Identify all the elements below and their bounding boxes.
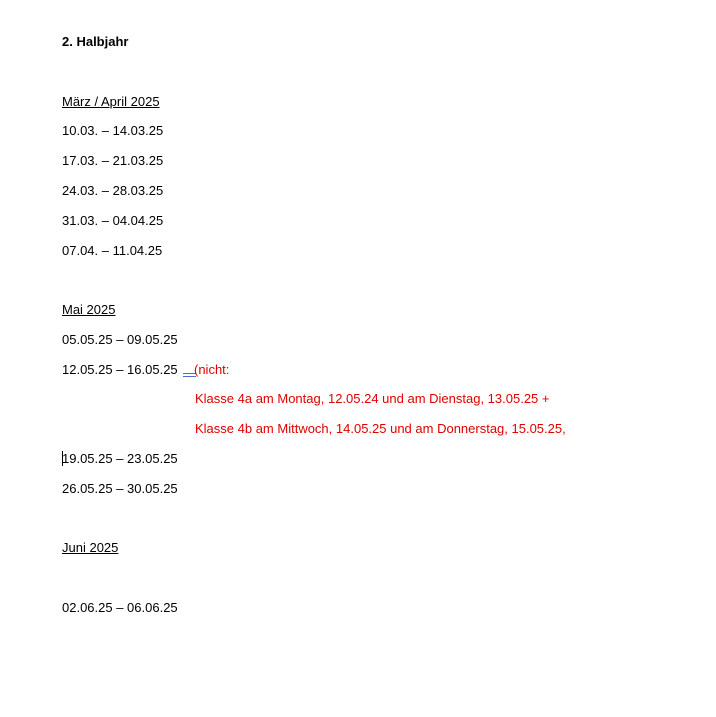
date-range-entry: 19.05.25 – 23.05.25	[62, 451, 178, 466]
date-range-entry: 05.05.25 – 09.05.25	[62, 332, 178, 347]
date-range-entry: 07.04. – 11.04.25	[62, 243, 163, 258]
section-title-march-april: März / April 2025	[62, 94, 160, 109]
note-line: Klasse 4a am Montag, 12.05.24 und am Dienstag, 13.05.25 +	[195, 391, 550, 406]
date-range-entry: 24.03. – 28.03.25	[62, 183, 164, 198]
document-heading: 2. Halbjahr	[62, 34, 129, 49]
note-line: Klasse 4b am Mittwoch, 14.05.25 und am Donnerstag, 15.05.25,	[195, 421, 566, 436]
date-range-entry: 12.05.25 – 16.05.25	[62, 362, 178, 377]
date-range-entry: 02.06.25 – 06.06.25	[62, 600, 178, 615]
date-range-entry: 26.05.25 – 30.05.25	[62, 481, 178, 496]
section-title-may: Mai 2025	[62, 302, 116, 317]
date-range-entry: 31.03. – 04.04.25	[62, 213, 164, 228]
note-start-text: (nicht:	[194, 362, 230, 377]
date-range-entry: 17.03. – 21.03.25	[62, 153, 164, 168]
date-range-entry: 10.03. – 14.03.25	[62, 123, 164, 138]
section-title-june: Juni 2025	[62, 540, 119, 555]
